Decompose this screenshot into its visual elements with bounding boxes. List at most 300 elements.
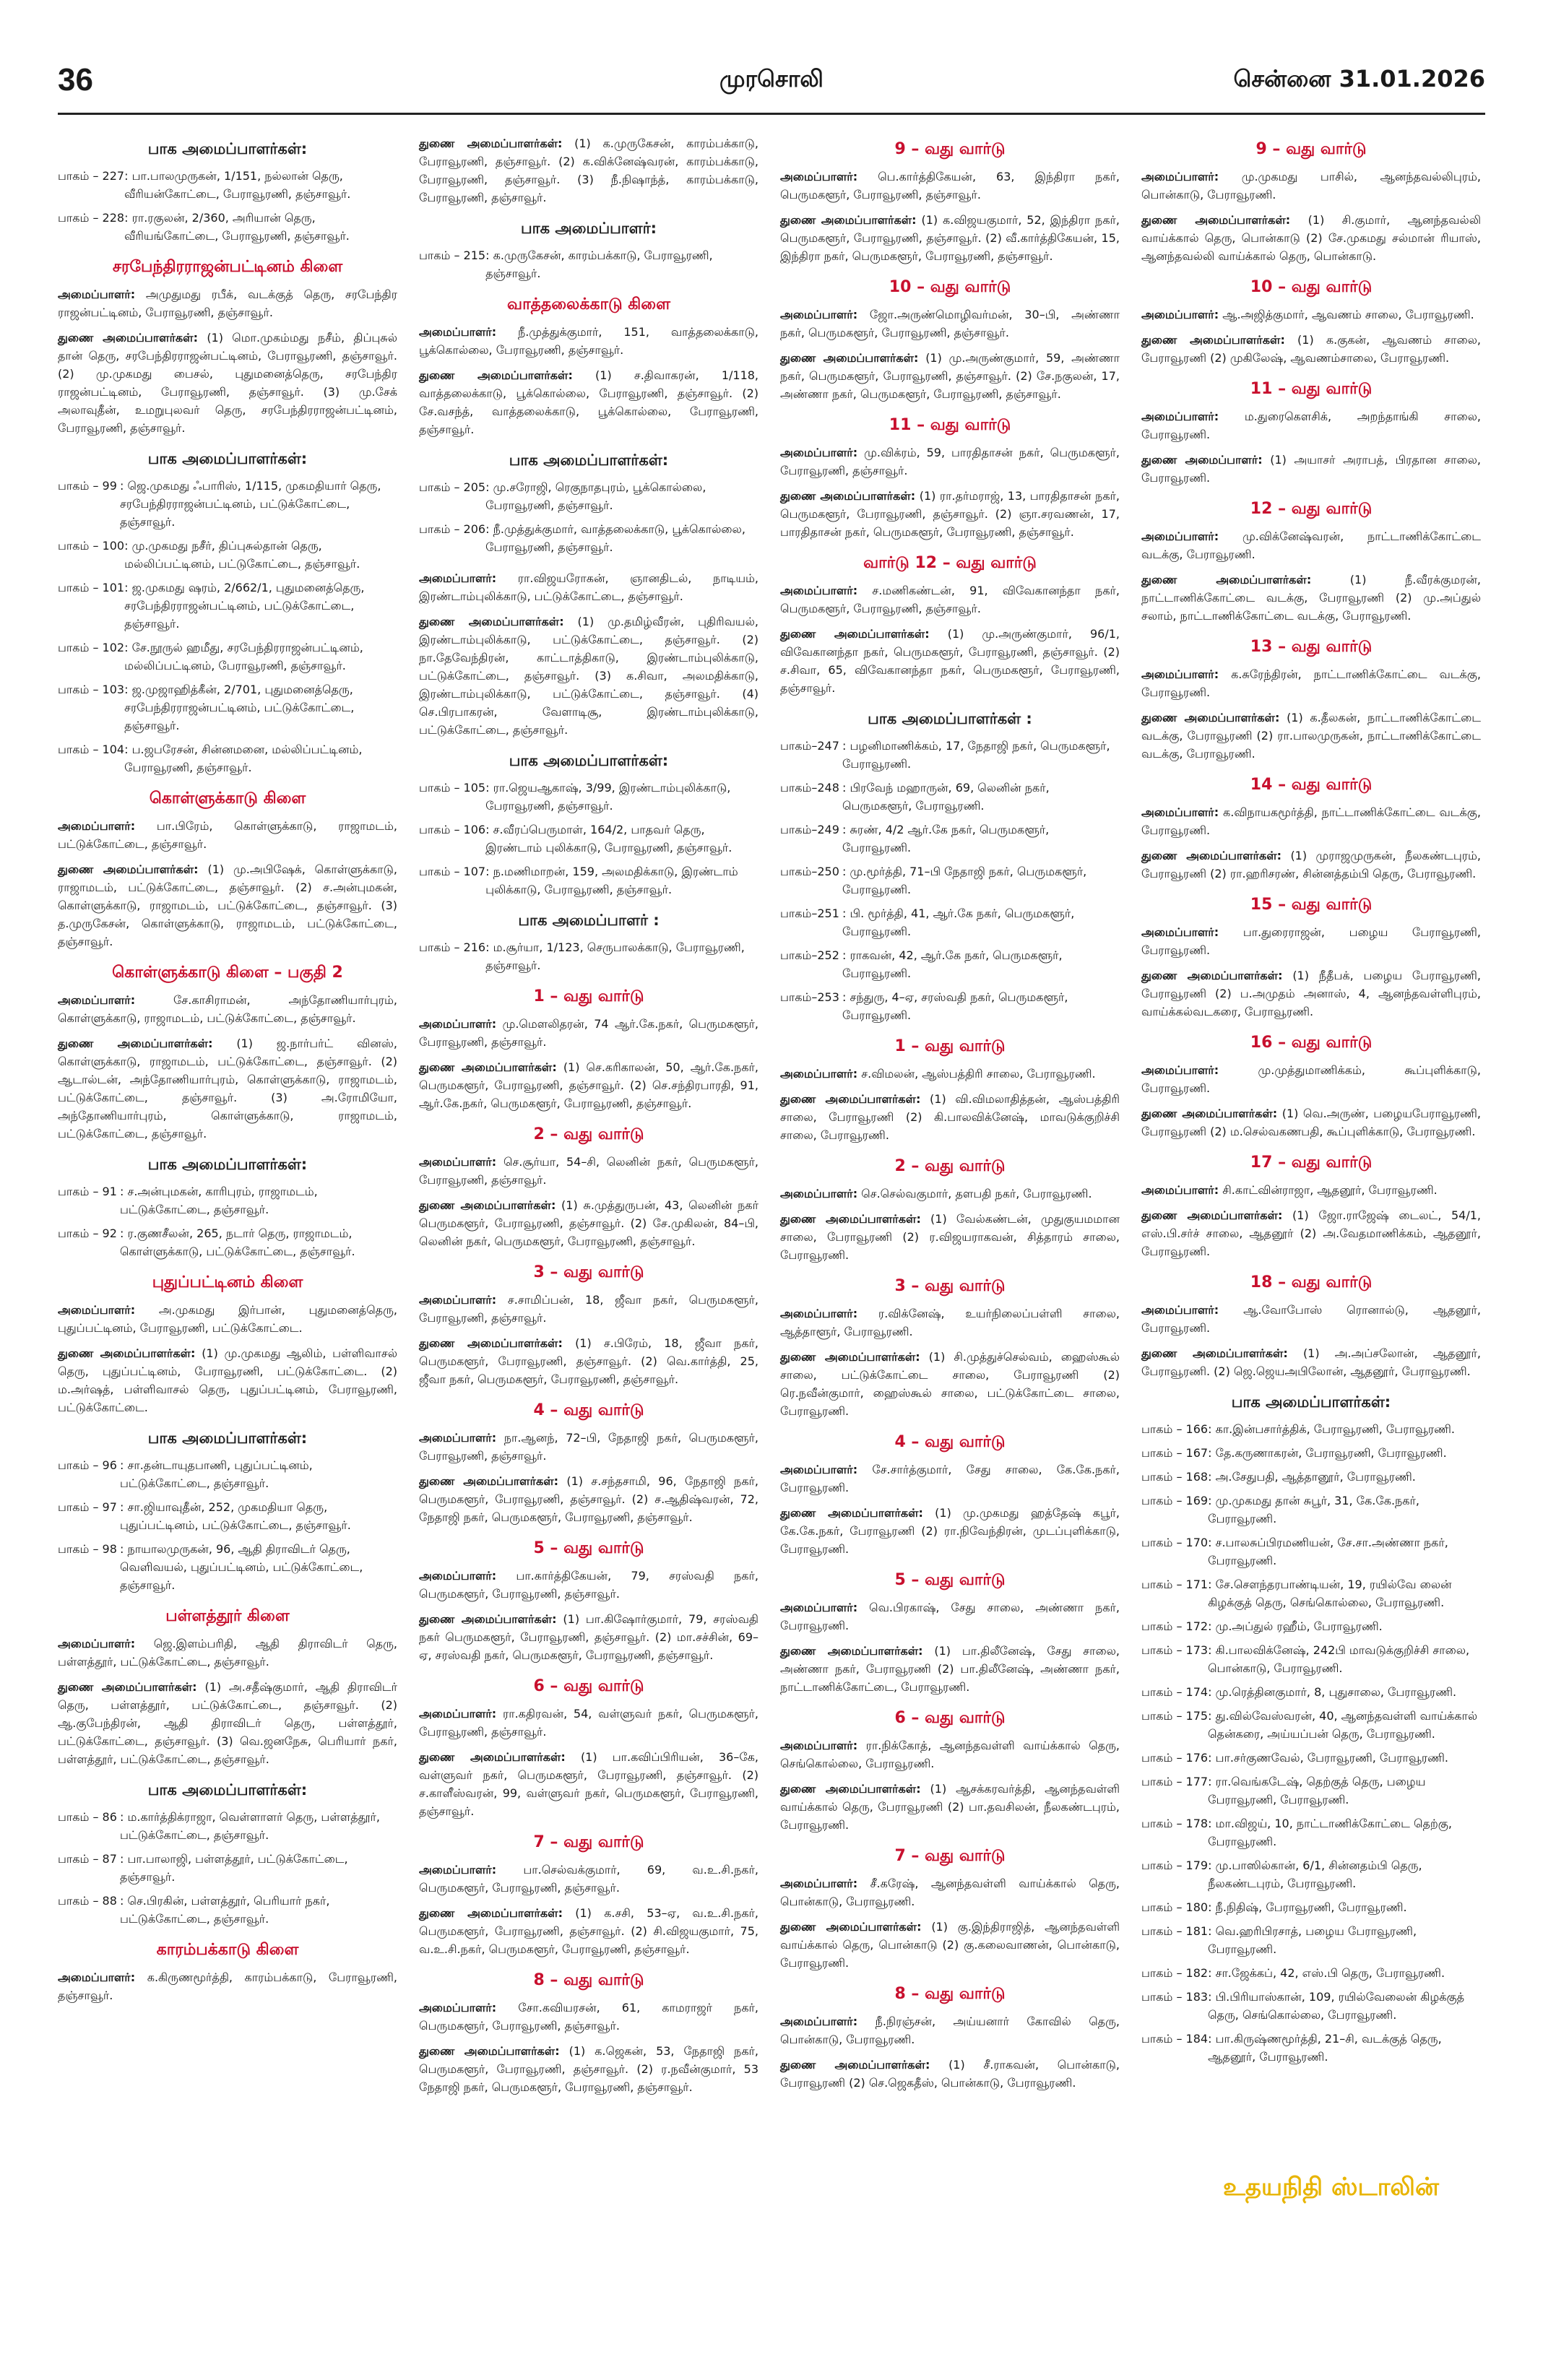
- booth-organizer: : பி.பிரியாஸ்கான், 109, ரயில்வேலைன் கிழக்குத் தெரு, செங்கொல்லை, பேராவூரணி.: [1208, 1988, 1481, 2024]
- booth-organizer: : சா.ஜியாவுதீன், 252, முகமதியா தெரு, புதுப்பட்டினம், பட்டுக்கோட்டை, தஞ்சாவூர்.: [120, 1498, 397, 1534]
- booth-number: பாகம் – 100: [58, 539, 125, 553]
- booth-organizer: : தே.கருணாகரன், பேராவூரணி, பேராவூரணி.: [1208, 1444, 1481, 1462]
- member-text: அ.முகமது இர்பான், புதுமனைத்தெரு, புதுப்பட்டினம், பேராவூரணி, பட்டுக்கோட்டை.: [58, 1303, 397, 1335]
- role-label: துணை அமைப்பாளர்கள்:: [419, 137, 563, 150]
- booth-entry: [1141, 1492, 1481, 1528]
- section-title: பாக அமைப்பாளர்கள்:: [509, 451, 669, 469]
- booth-organizer: : மு.மூர்த்தி, 71–பி நேதாஜி நகர், பெருமகளூர், பேராவூரணி.: [842, 862, 1120, 899]
- booth-entry: [419, 821, 758, 857]
- booth-organizer: : ம.சூர்யா, 1/123, செருபாலக்காடு, பேராவூரணி, தஞ்சாவூர்.: [485, 938, 758, 974]
- section: [1141, 500, 1481, 625]
- role-label: அமைப்பாளர்:: [419, 571, 497, 585]
- booth-organizer: : வெ.ஹரிபிரசாத், பழைய பேராவூரணி, பேராவூரணி.: [1208, 1922, 1481, 1958]
- section: [419, 752, 758, 899]
- member-paragraph: [780, 1598, 1120, 1635]
- booth-organizer: : செ.பிரகின், பள்ளத்தூர், பெரியார் நகர், பட்டுக்கோட்டை, தஞ்சாவூர்.: [120, 1892, 397, 1928]
- role-label: துணை அமைப்பாளர்கள்:: [1141, 333, 1285, 347]
- member-paragraph: [419, 366, 758, 438]
- role-label: துணை அமைப்பாளர்கள்:: [780, 1092, 921, 1106]
- role-label: துணை அமைப்பாளர்கள்:: [780, 1920, 922, 1934]
- member-paragraph: [1141, 451, 1481, 487]
- member-text: பெ.கார்த்திகேயன், 63, இந்திரா நகர், பெருமகளூர், பேராவூரணி, தஞ்சாவூர்.: [780, 170, 1120, 202]
- member-text: க.சுரேந்திரன், நாட்டாணிக்கோட்டை வடக்கு, பேராவூரணி.: [1141, 667, 1481, 699]
- member-paragraph: [1141, 803, 1481, 839]
- booth-organizer: : ஜ.முஜாஹித்கீன், 2/701, புதுமனைத்தெரு, சரபேந்திரராஜன்பட்டினம், பட்டுக்கோட்டை, தஞ்சாவூர்.: [124, 680, 397, 735]
- member-text: (1) மு.அருண்குமார், 96/1, விவேகானந்தா நகர், பெருமகளூர், பேராவூரணி, தஞ்சாவூர். (2) ச.சிவா, 65, விவேகானந்தா நகர், பெருமகளூர், பேராவூரணி, தஞ்சாவூர்.: [780, 627, 1120, 695]
- role-label: துணை அமைப்பாளர்:: [1141, 453, 1263, 467]
- role-label: துணை அமைப்பாளர்கள்:: [58, 331, 198, 345]
- booth-number: பாகம் – 227: [58, 169, 125, 183]
- member-paragraph: [58, 1344, 397, 1416]
- member-text: (1) சீ.ராகவன், பொன்காடு, பேராவூரணி (2) செ.ஜெகதீஸ், பொன்காடு, பேராவூரணி.: [780, 2058, 1120, 2090]
- booth-entry: [58, 1850, 397, 1886]
- booth-organizer: : ந.மணிமாறன், 159, அலமதிக்காடு, இரண்டாம் புலிக்காடு, பேராவூரணி, தஞ்சாவூர்.: [485, 862, 758, 899]
- member-text: (1) க.விஜயகுமார், 52, இந்திரா நகர், பெருமகளூர், பேராவூரணி, தஞ்சாவூர். (2) வீ.கார்த்திகேயன், 15, இந்திரா நகர், பெருமகளூர், பேராவூரணி, தஞ்சாவூர்.: [780, 213, 1120, 263]
- role-label: அமைப்பாளர்:: [1141, 1183, 1219, 1197]
- booth-organizer: : ச.பாலசுப்பிரமணியன், சே.சா.அண்ணா நகர், பேராவூரணி.: [1208, 1533, 1481, 1570]
- booth-number: பாகம்–249: [780, 823, 839, 836]
- booth-number: பாகம் – 206: [419, 522, 486, 536]
- booth-number: பாகம் – 175: [1141, 1709, 1209, 1723]
- member-paragraph: [1141, 1206, 1481, 1260]
- booth-number: பாகம் – 106: [419, 823, 486, 836]
- member-paragraph: [780, 581, 1120, 618]
- booth-entry: [58, 477, 397, 531]
- member-paragraph: [1141, 1301, 1481, 1337]
- role-label: துணை அமைப்பாளர்கள்:: [780, 1350, 920, 1364]
- booth-entry: [780, 988, 1120, 1024]
- member-paragraph: [419, 1334, 758, 1388]
- section: [780, 140, 1120, 265]
- member-text: ஜெ.இளம்பரிதி, ஆதி திராவிடர் தெரு, பள்ளத்தூர், பட்டுக்கோட்டை, தஞ்சாவூர்.: [58, 1637, 397, 1669]
- booth-organizer: : து.வில்வேஸ்வரன், 40, ஆனந்தவள்ளி வாய்க்கால் தென்கரை, அய்யப்பன் தெரு, பேராவூரணி.: [1208, 1707, 1481, 1743]
- section-title: 7 – வது வார்டு: [894, 1847, 1006, 1865]
- booth-entry: [1141, 1444, 1481, 1462]
- booth-number: பாகம் – 177: [1141, 1775, 1209, 1788]
- section: [419, 1971, 758, 2096]
- member-paragraph: [780, 168, 1120, 204]
- booth-entry: [780, 821, 1120, 857]
- booth-entry: [419, 520, 758, 556]
- booth-entry: [58, 209, 397, 245]
- booth-entry: [58, 537, 397, 573]
- section-title: 14 – வது வார்டு: [1250, 776, 1373, 794]
- booth-organizer: : மா.விஜய், 10, நாட்டாணிக்கோட்டை தெற்கு, பேராவூரணி.: [1208, 1814, 1481, 1851]
- member-paragraph: [780, 1090, 1120, 1144]
- section-title: பாக அமைப்பாளர்கள்:: [509, 752, 669, 769]
- member-text: (1) நீதீபக், பழைய பேராவூரணி, பேராவூரணி (2) ப.அமுதம் அனாஸ், 4, ஆனந்தவள்ளிபுரம், வாய்க்கல்வடகரை, பேராவூரணி.: [1141, 969, 1482, 1018]
- role-label: துணை அமைப்பாளர்கள்:: [419, 1060, 557, 1074]
- booth-entry: [780, 946, 1120, 982]
- member-text: (1) அயாசர் அராபத், பிரதான சாலை, பேராவூரணி.: [1141, 453, 1481, 485]
- booth-number: பாகம் – 86: [58, 1810, 117, 1824]
- role-label: துணை அமைப்பாளர்கள்:: [58, 1037, 213, 1050]
- role-label: துணை அமைப்பாளர்கள்:: [1141, 1107, 1278, 1120]
- member-text: (1) ரா.தர்மராஜ், 13, பாரதிதாசன் நகர், பெருமகளூர், பேராவூரணி, தஞ்சாவூர். (2) ஞா.சரவணன், 17, பாரதிதாசன் நகர், பெருமகளூர், பேராவூரணி, தஞ்சாவூர்.: [780, 489, 1120, 539]
- section: [58, 1429, 397, 1594]
- section-title: 5 – வது வார்டு: [533, 1539, 644, 1557]
- booth-number: பாகம் – 105: [419, 781, 486, 795]
- booth-organizer: : ர.குணசீலன், 265, நடார் தெரு, ராஜாமடம், கொள்ளுக்காடு, பட்டுக்கோட்டை, தஞ்சாவூர்.: [120, 1224, 397, 1260]
- member-paragraph: [419, 1196, 758, 1250]
- booth-entry: [58, 579, 397, 633]
- section: [1141, 776, 1481, 883]
- booth-entry: [780, 779, 1120, 815]
- booth-organizer: : ரா.வெங்கடேஷ், தெற்குத் தெரு, பழைய பேராவூரணி, பேராவூரணி.: [1208, 1773, 1481, 1809]
- booth-number: பாகம் – 205: [419, 480, 486, 494]
- section: [780, 710, 1120, 1024]
- article-columns: [58, 134, 1485, 2109]
- role-label: அமைப்பாளர்:: [419, 1155, 497, 1169]
- role-label: அமைப்பாளர்:: [780, 446, 858, 459]
- section: [780, 1709, 1120, 1834]
- section: [1141, 1273, 1481, 1380]
- booth-organizer: : பா.கிருஷ்ணமூர்த்தி, 21–சி, வடக்குத் தெரு, ஆதனூர், பேராவூரணி.: [1208, 2030, 1481, 2066]
- role-label: துணை அமைப்பாளர்கள்:: [419, 2044, 560, 2058]
- role-label: அமைப்பாளர்:: [1141, 925, 1219, 939]
- booth-number: பாகம் – 167: [1141, 1446, 1209, 1460]
- role-label: அமைப்பாளர்:: [1141, 529, 1219, 543]
- booth-number: பாகம் – 180: [1141, 1900, 1209, 1914]
- member-text: (1) வேல்கண்டன், முதுகுயமமான சாலை, பேராவூரணி (2) ர.விஜயராகவன், சித்தாரம் சாலை, பேராவூரணி.: [780, 1212, 1120, 1262]
- role-label: அமைப்பாளர்:: [58, 1637, 136, 1650]
- member-paragraph: [780, 2012, 1120, 2048]
- member-paragraph: [780, 1348, 1120, 1420]
- booth-organizer: : நீ.முத்துக்குமார், வாத்தலைக்காடு, பூக்கொல்லை, பேராவூரணி, தஞ்சாவூர்.: [485, 520, 758, 556]
- member-paragraph: [419, 1015, 758, 1051]
- member-text: (1) நீ.வீரக்குமரன், நாட்டாணிக்கோட்டை வடக்கு, பேராவூரணி (2) மு.அப்துல் சலாம், நாட்டாணிக்கோட்டை வடக்கு, பேராவூரணி.: [1141, 573, 1481, 623]
- section-title: காரம்பக்காடு கிளை: [156, 1941, 299, 1959]
- role-label: அமைப்பாளர்:: [419, 1431, 497, 1445]
- section-title: 15 – வது வார்டு: [1250, 896, 1373, 914]
- booth-organizer: : பா.சர்குணவேல், பேராவூரணி, பேராவூரணி.: [1208, 1749, 1481, 1767]
- member-paragraph: [1141, 1181, 1481, 1199]
- section: [780, 1847, 1120, 1972]
- section: [780, 1985, 1120, 2092]
- role-label: அமைப்பாளர்:: [419, 1863, 497, 1877]
- member-paragraph: [780, 1304, 1120, 1341]
- booth-organizer: : பிரவேந் மஹாருன், 69, லெனின் நகர், பெருமகளூர், பேராவூரணி.: [842, 779, 1120, 815]
- booth-number: பாகம் – 97: [58, 1500, 117, 1514]
- role-label: அமைப்பாளர்:: [780, 308, 858, 321]
- member-text: ர.விக்னேஷ், உயர்நிலைப்பள்ளி சாலை, ஆத்தாளூர், பேராவூரணி.: [780, 1307, 1120, 1338]
- member-paragraph: [58, 991, 397, 1027]
- role-label: அமைப்பாளர்:: [58, 1303, 136, 1317]
- member-paragraph: [1141, 1061, 1481, 1097]
- role-label: அமைப்பாளர்:: [780, 1601, 858, 1614]
- member-paragraph: [780, 1874, 1120, 1911]
- section: [780, 1571, 1120, 1696]
- section: [58, 789, 397, 951]
- member-paragraph: [419, 1567, 758, 1603]
- member-text: நா.ஆனந், 72–பி, நேதாஜி நகர், பெருமகளூர், பேராவூரணி, தஞ்சாவூர்.: [419, 1431, 758, 1463]
- member-paragraph: [780, 1642, 1120, 1696]
- member-paragraph: [419, 2042, 758, 2096]
- member-paragraph: [780, 487, 1120, 541]
- section-title: 13 – வது வார்டு: [1250, 638, 1373, 656]
- booth-entry: [419, 862, 758, 899]
- member-paragraph: [1141, 331, 1481, 367]
- section: [419, 1401, 758, 1526]
- role-label: துணை அமைப்பாளர்கள்:: [1141, 849, 1282, 862]
- member-text: (1) க.முருகேசன், காரம்பக்காடு, பேராவூரணி, தஞ்சாவூர். (2) க.விக்னேஷ்வரன், காரம்பக்காடு, பேராவூரணி, தஞ்சாவூர். (3) நீ.நிஷாந்த், காரம்பக்காடு, பேராவூரணி, தஞ்சாவூர்.: [419, 137, 759, 204]
- booth-entry: [419, 779, 758, 815]
- masthead: [58, 62, 1485, 115]
- section-title: 1 – வது வார்டு: [894, 1037, 1006, 1055]
- role-label: துணை அமைப்பாளர்கள்:: [1141, 711, 1280, 724]
- role-label: அமைப்பாளர்:: [419, 325, 497, 339]
- role-label: அமைப்பாளர்:: [58, 993, 136, 1007]
- section: [58, 1607, 397, 1768]
- booth-organizer: : ச.வீரப்பெருமாள், 164/2, பாதவர் தெரு, இரண்டாம் புலிக்காடு, பேராவூரணி, தஞ்சாவூர்.: [485, 821, 758, 857]
- role-label: துணை அமைப்பாளர்கள்:: [419, 1906, 563, 1920]
- role-label: அமைப்பாளர்:: [780, 1067, 858, 1081]
- section: [1141, 896, 1481, 1021]
- role-label: அமைப்பாளர்:: [780, 1739, 858, 1752]
- booth-number: பாகம் – 87: [58, 1852, 117, 1866]
- member-text: (1) மு.அருண்குமார், 59, அண்ணா நகர், பெருமகளூர், பேராவூரணி, தஞ்சாவூர். (2) சே.நகுலன், 17, அண்ணா நகர், பெருமகளூர், பேராவூரணி, தஞ்சாவூர்.: [780, 351, 1120, 401]
- member-text: (1) க.ஜெகன், 53, நேதாஜி நகர், பெருமகளூர், பேராவூரணி, தஞ்சாவூர். (2) ர.நவீன்குமார், 53 நேதாஜி நகர், பெருமகளூர், பேராவூரணி, தஞ்சாவூர்.: [419, 2044, 758, 2094]
- section: [419, 1125, 758, 1250]
- member-paragraph: [419, 613, 758, 739]
- booth-organizer: : பா.பாலமுருகன், 1/151, நல்லான் தெரு, வீரியன்கோட்டை, பேராவூரணி, தஞ்சாவூர்.: [124, 167, 397, 203]
- booth-organizer: : பி. மூர்த்தி, 41, ஆர்.கே நகர், பெருமகளூர், பேராவூரணி.: [842, 904, 1120, 940]
- section-title: கொள்ளுக்காடு கிளை – பகுதி 2: [112, 964, 343, 982]
- member-text: ரா.கதிரவன், 54, வள்ளுவர் நகர், பெருமகளூர், பேராவூரணி, தஞ்சாவூர்.: [419, 1707, 758, 1739]
- booth-number: பாகம் – 91: [58, 1185, 117, 1198]
- booth-organizer: : சே.சௌந்தரபாண்டியன், 19, ரயில்வே லைன் கிழக்குத் தெரு, செங்கொல்லை, பேராவூரணி.: [1208, 1575, 1481, 1611]
- member-paragraph: [58, 329, 397, 437]
- member-text: சே.காசிராமன், அந்தோணியார்புரம், கொள்ளுக்காடு, ராஜாமடம், பட்டுக்கோட்டை, தஞ்சாவூர்.: [58, 993, 397, 1025]
- role-label: அமைப்பாளர்:: [1141, 1303, 1219, 1317]
- booth-entry: [1141, 1922, 1481, 1958]
- section-title: 3 – வது வார்டு: [894, 1277, 1006, 1295]
- booth-organizer: : சுரண், 4/2 ஆர்.கே நகர், பெருமகளூர், பேராவூரணி.: [842, 821, 1120, 857]
- member-paragraph: [780, 1918, 1120, 1972]
- member-paragraph: [1141, 923, 1481, 959]
- role-label: துணை அமைப்பாளர்கள்:: [780, 2058, 930, 2072]
- section: [419, 987, 758, 1112]
- member-text: சி.காட்வின்ராஜா, ஆதனூர், பேராவூரணி.: [1222, 1183, 1438, 1197]
- section: [419, 1263, 758, 1388]
- section: [419, 569, 758, 739]
- member-text: (1) பா.கவிப்பிரியன், 36–கே, வள்ளுவர் நகர், பெருமகளூர், பேராவூரணி, தஞ்சாவூர். (2) ச.காளீஸ்வரன், 99, வள்ளுவர் நகர், பெருமகளூர், பேராவூரணி, தஞ்சாவூர்.: [419, 1750, 758, 1818]
- role-label: துணை அமைப்பாளர்கள்:: [419, 368, 573, 382]
- section: [419, 451, 758, 556]
- member-text: (1) க.சசி, 53–ஏ, வ.உ.சி.நகர், பெருமகளூர், பேராவூரணி, தஞ்சாவூர். (2) சி.விஜயகுமார், 75, வ.உ.சி.நகர், பெருமகளூர், பேராவூரணி, தஞ்சாவூர்.: [419, 1906, 758, 1956]
- member-paragraph: [58, 860, 397, 951]
- booth-number: பாகம் – 215: [419, 248, 486, 262]
- role-label: அமைப்பாளர்:: [780, 170, 858, 183]
- member-paragraph: [419, 1705, 758, 1741]
- booth-entry: [780, 737, 1120, 773]
- booth-entry: [58, 1808, 397, 1844]
- member-text: மு.விக்னேஷ்வரன், நாட்டாணிக்கோட்டை வடக்கு, பேராவூரணி.: [1141, 529, 1481, 561]
- section: [419, 1677, 758, 1820]
- member-text: ரா.நிக்கோத், ஆனந்தவள்ளி வாய்க்கால் தெரு, செங்கொல்லை, பேராவூரணி.: [780, 1739, 1120, 1770]
- booth-entry: [58, 1498, 397, 1534]
- section: [1141, 278, 1481, 367]
- member-paragraph: [419, 1904, 758, 1958]
- booth-entry: [58, 1456, 397, 1492]
- role-label: துணை அமைப்பாளர்கள்:: [1141, 969, 1283, 982]
- section-title: 6 – வது வார்டு: [533, 1677, 644, 1695]
- booth-entry: [780, 904, 1120, 940]
- member-paragraph: [419, 1610, 758, 1664]
- role-label: அமைப்பாளர்:: [419, 2001, 497, 2015]
- member-paragraph: [780, 1504, 1120, 1558]
- booth-organizer: : மு.பாஸில்கான், 6/1, சின்னதம்பி தெரு, நீலகண்டபுரம், பேராவூரணி.: [1208, 1856, 1481, 1892]
- role-label: துணை அமைப்பாளர்கள்:: [419, 1474, 559, 1488]
- member-paragraph: [58, 285, 397, 321]
- booth-number: பாகம் – 178: [1141, 1817, 1209, 1830]
- member-text: பா.செல்வக்குமார், 69, வ.உ.சி.நகர், பெருமகளூர், பேராவூரணி, தஞ்சாவூர்.: [419, 1863, 758, 1895]
- booth-entry: [1141, 1683, 1481, 1701]
- booth-number: பாகம் – 107: [419, 865, 486, 878]
- role-label: துணை அமைப்பாளர்கள்:: [419, 1336, 563, 1350]
- booth-number: பாகம் – 168: [1141, 1470, 1209, 1484]
- booth-organizer: : சே.நூருல் ஹமீது, சரபேந்திரராஜன்பட்டினம், மல்லிப்பட்டினம், பேராவூரணி, தஞ்சாவூர்.: [124, 639, 397, 675]
- member-paragraph: [780, 443, 1120, 480]
- booth-organizer: : மு.அப்துல் ரஹீம், பேராவூரணி.: [1208, 1617, 1481, 1635]
- member-paragraph: [1141, 709, 1481, 763]
- member-text: (1) ஜோ.ராஜேஷ் டைலட், 54/1, எஸ்.பி.சர்ச் சாலை, ஆதனூர் (2) அ.வேதமாணிக்கம், ஆதனூர், பேராவூரணி.: [1141, 1208, 1482, 1258]
- section-title: 8 – வது வார்டு: [533, 1971, 644, 1989]
- member-paragraph: [419, 1999, 758, 2035]
- member-text: (1) மு.தமிழ்வீரன், புதிரிவயல், இரண்டாம்புலிக்காடு, பட்டுக்கோட்டை, தஞ்சாவூர். (2) நா.தேவேந்திரன், காட்டாத்திகாடு, இரண்டாம்புலிக்காடு, பட்டுக்கோட்டை, தஞ்சாவூர். (3) க.சிவா, அலமதிக்காடு, இரண்டாம்புலிக்காடு, பட்டுக்கோட்டை, தஞ்சாவூர். (4) செ.பிரபாகரன், வேளாடிசூ, இரண்டாம்புலிக்காடு, பட்டுக்கோட்டை, தஞ்சாவூர்.: [419, 615, 758, 737]
- section: [419, 1539, 758, 1664]
- booth-entry: [1141, 1749, 1481, 1767]
- member-text: (1) மு.அபிஷேக், கொள்ளுக்காடு, ராஜாமடம், பட்டுக்கோட்டை, தஞ்சாவூர். (2) ச.அன்புமகன், கொள்ளுக்காடு, ராஜாமடம், பட்டுக்கோட்டை, தஞ்சாவூர். (3) த.முருகேசன், கொள்ளுக்காடு, ராஜாமடம், பட்டுக்கோட்டை, தஞ்சாவூர்.: [58, 862, 397, 948]
- booth-entry: [1141, 1468, 1481, 1486]
- member-text: சே.சார்த்குமார், சேது சாலை, கே.கே.நகர், பேராவூரணி.: [780, 1463, 1120, 1494]
- booth-organizer: : மு.சரோஜி, ரெகுநாதபுரம், பூக்கொல்லை, பேராவூரணி, தஞ்சாவூர்.: [485, 478, 758, 514]
- role-label: துணை அமைப்பாளர்கள்:: [780, 627, 930, 641]
- booth-number: பாகம்–251: [780, 906, 839, 920]
- member-text: பா.பிரேம், கொள்ளுக்காடு, ராஜாமடம், பட்டுக்கோட்டை, தஞ்சாவூர்.: [58, 819, 398, 851]
- booth-entry: [1141, 1964, 1481, 1982]
- member-text: (1) சி.முத்துச்செல்வம், ஹைஸ்கூல் சாலை, பட்டுக்கோட்டை சாலை, பேராவூரணி (2) ரெ.நவீன்குமார், ஹைஸ்கூல் சாலை, பட்டுக்கோட்டை சாலை, பேராவூரணி.: [780, 1350, 1120, 1418]
- role-label: அமைப்பாளர்:: [58, 819, 136, 833]
- section-title: 11 – வது வார்டு: [889, 416, 1011, 434]
- member-paragraph: [1141, 168, 1481, 204]
- section-title: சரபேந்திரராஜன்பட்டினம் கிளை: [112, 258, 343, 276]
- section: [780, 416, 1120, 541]
- section-title: பாக அமைப்பாளர்:: [521, 220, 657, 237]
- booth-number: பாகம் – 179: [1141, 1858, 1209, 1872]
- booth-entry: [1141, 1420, 1481, 1438]
- booth-number: பாகம் – 103: [58, 683, 125, 696]
- member-text: (1) க.தீலகன், நாட்டாணிக்கோட்டை வடக்கு, பேராவூரணி (2) ரா.பாலமுருகன், நாட்டாணிக்கோட்டை வடக்கு, பேராவூரணி.: [1141, 711, 1481, 761]
- member-text: செ.சூர்யா, 54–சி, லெனின் நகர், பெருமகளூர், பேராவூரணி, தஞ்சாவூர்.: [419, 1155, 758, 1187]
- booth-organizer: : கி.பாலவிக்னேஷ், 242பி மாவடுக்குறிச்சி சாலை, பொன்காடு, பேராவூரணி.: [1208, 1641, 1481, 1677]
- section-title: பாக அமைப்பாளர்கள்:: [147, 1156, 308, 1173]
- section-title: 11 – வது வார்டு: [1250, 380, 1373, 398]
- section-title: பாக அமைப்பாளர்கள்:: [147, 1781, 308, 1799]
- role-label: துணை அமைப்பாளர்கள்:: [419, 615, 564, 628]
- newspaper-name: முரசொலி: [719, 65, 824, 92]
- member-text: (1) மு.முகமது ஹத்தேஷ் கபூர், கே.கே.நகர், பேராவூரணி (2) ரா.நிவேந்திரன், முடப்புளிக்காடு, பேராவூரணி.: [780, 1506, 1120, 1556]
- section-title: 2 – வது வார்டு: [894, 1157, 1006, 1175]
- member-text: நீ.முத்துக்குமார், 151, வாத்தலைக்காடு, பூக்கொல்லை, பேராவூரணி, தஞ்சாவூர்.: [419, 325, 758, 357]
- booth-organizer: : நீ.நிதிஷ், பேராவூரணி, பேராவூரணி.: [1208, 1898, 1481, 1916]
- member-text: (1) செ.கரிகாலன், 50, ஆர்.கே.நகர், பெருமகளூர், பேராவூரணி, தஞ்சாவூர். (2) செ.சந்திரபாரதி, 91, ஆர்.கே.நகர், பெருமகளூர், பேராவூரணி, தஞ்சாவூர்.: [419, 1060, 759, 1110]
- section-title: பாக அமைப்பாளர் :: [518, 912, 660, 929]
- page-number: 36: [58, 62, 93, 98]
- member-text: வெ.பிரகாஷ், சேது சாலை, அண்ணா நகர், பேராவூரணி.: [780, 1601, 1120, 1632]
- booth-number: பாகம்–250: [780, 865, 839, 878]
- column-1: [58, 134, 397, 2109]
- booth-number: பாகம் – 184: [1141, 2032, 1209, 2046]
- booth-entry: [1141, 1707, 1481, 1743]
- booth-number: பாகம் – 99: [58, 479, 117, 493]
- role-label: துணை அமைப்பாளர்கள்:: [419, 1612, 557, 1626]
- booth-entry: [58, 680, 397, 735]
- member-text: ரா.விஜயரோகன், ஞானதிடல், நாடியம், இரண்டாம்புலிக்காடு, பட்டுக்கோட்டை, தஞ்சாவூர்.: [419, 571, 758, 603]
- section: [780, 278, 1120, 403]
- member-text: (1) அ.அப்சலோன், ஆதனூர், பேராவூரணி. (2) ஜெ.ஜெயஅபிலோன், ஆதனூர், பேராவூரணி.: [1141, 1346, 1481, 1378]
- section-title: வார்டு 12 – வது வார்டு: [863, 554, 1037, 572]
- booth-organizer: : ஜ.முகமது ஷரம், 2/662/1, புதுமனைத்தெரு, சரபேந்திரராஜன்பட்டினம், பட்டுக்கோட்டை, தஞ்சாவூர்.: [124, 579, 397, 633]
- booth-entry: [58, 1224, 397, 1260]
- booth-organizer: : ஜெ.முகமது ஃபாரிஸ், 1/115, முகமதியார் தெரு, சரபேந்திரராஜன்பட்டினம், பட்டுக்கோட்டை, தஞ்சாவூர்.: [120, 477, 397, 531]
- section-title: 2 – வது வார்டு: [533, 1125, 644, 1143]
- member-paragraph: [58, 1968, 397, 2004]
- member-paragraph: [419, 1429, 758, 1465]
- booth-entry: [1141, 1617, 1481, 1635]
- member-text: (1) மொ.முகம்மது நசீம், திப்புசுல் தான் தெரு, சரபேந்திரராஜன்பட்டினம், பேராவூரணி, தஞ்சாவூர். (2) மு.முகமது பைசல், புதுமனைத்தெரு, சரபேந்திர ராஜன்பட்டினம், பேராவூரணி, தஞ்சாவூர். (3) மு.சேக் அலாவுதீன், உமறுபுலவர் தெரு, சரபேந்திரராஜன்பட்டினம், பேராவூரணி, தஞ்சாவூர்.: [58, 331, 398, 435]
- section-title: 12 – வது வார்டு: [1250, 500, 1373, 518]
- role-label: அமைப்பாளர்:: [419, 1017, 497, 1031]
- booth-number: பாகம்–252: [780, 948, 839, 962]
- role-label: துணை அமைப்பாளர்கள்:: [780, 1644, 923, 1658]
- booth-organizer: : மு.முகமது தான் சுபூர், 31, கே.கே.நகர், பேராவூரணி.: [1208, 1492, 1481, 1528]
- member-paragraph: [780, 2056, 1120, 2092]
- booth-number: பாகம் – 174: [1141, 1685, 1209, 1699]
- section: [58, 1156, 397, 1260]
- booth-organizer: : சந்துரு, 4–ஏ, சரஸ்வதி நகர், பெருமகளூர், பேராவூரணி.: [842, 988, 1120, 1024]
- booth-entry: [58, 740, 397, 776]
- booth-entry: [419, 938, 758, 974]
- member-paragraph: [419, 1748, 758, 1820]
- booth-number: பாகம் – 183: [1141, 1990, 1209, 2004]
- member-paragraph: [780, 211, 1120, 265]
- booth-entry: [58, 639, 397, 675]
- booth-number: பாகம் – 173: [1141, 1643, 1209, 1657]
- booth-organizer: : ப.ஜபரேசன், சின்னமனை, மல்லிப்பட்டினம், பேராவூரணி, தஞ்சாவூர்.: [124, 740, 397, 776]
- booth-number: பாகம் – 182: [1141, 1966, 1209, 1980]
- booth-number: பாகம் – 170: [1141, 1536, 1209, 1549]
- section-title: 4 – வது வார்டு: [533, 1401, 644, 1419]
- section: [58, 140, 397, 245]
- section-title: 9 – வது வார்டு: [894, 140, 1006, 158]
- booth-number: பாகம் – 228: [58, 211, 125, 225]
- booth-entry: [58, 1892, 397, 1928]
- section-title: 6 – வது வார்டு: [894, 1709, 1006, 1727]
- member-paragraph: [1141, 527, 1481, 563]
- section-title: பாக அமைப்பாளர்கள் :: [868, 710, 1032, 727]
- role-label: துணை அமைப்பாளர்கள்:: [58, 862, 199, 876]
- member-paragraph: [780, 1185, 1120, 1203]
- role-label: அமைப்பாளர்:: [1141, 308, 1219, 321]
- booth-entry: [419, 478, 758, 514]
- member-paragraph: [419, 323, 758, 359]
- member-text: (1) அ.சதீஷ்குமார், ஆதி திராவிடர் தெரு, பள்ளத்தூர், பட்டுக்கோட்டை, தஞ்சாவூர். (2) ஆ.குபேந்திரன், ஆதி திராவிடர் தெரு, பள்ளத்தூர், பட்டுக்கோட்டை, தஞ்சாவூர். (3) வெ.ஜனநேசு, பெரியார் நகர், பள்ளத்தூர், பட்டுக்கோட்டை, தஞ்சாவூர்.: [58, 1680, 398, 1766]
- member-paragraph: [780, 1210, 1120, 1264]
- member-paragraph: [780, 625, 1120, 697]
- member-paragraph: [780, 1461, 1120, 1497]
- member-paragraph: [780, 1780, 1120, 1834]
